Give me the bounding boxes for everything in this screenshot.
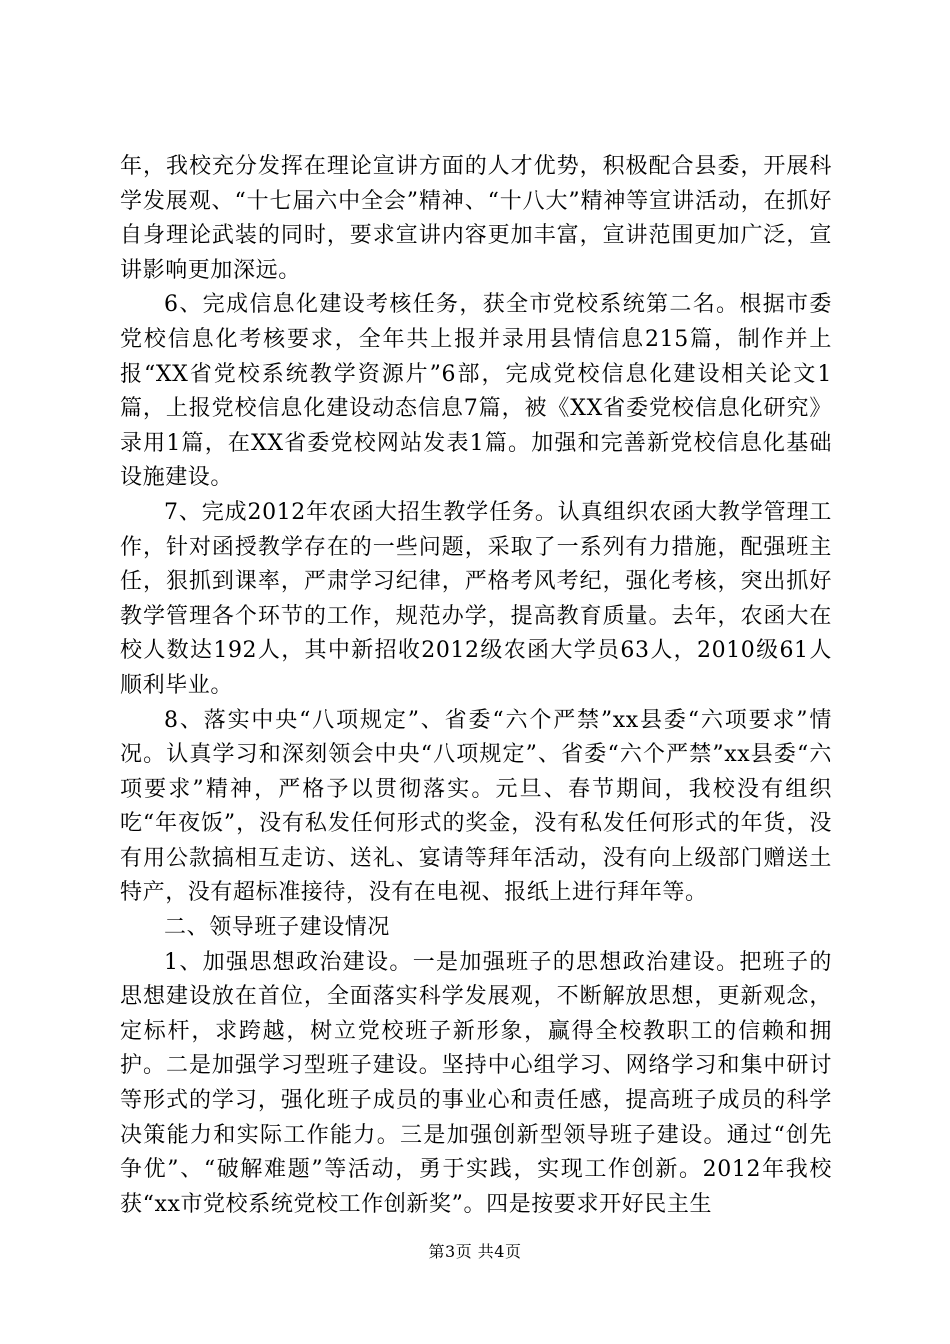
paragraph-item-7: 7、完成2012年农函大招生教学任务。认真组织农函大教学管理工作，针对函授教学存在的一些问题，采取了一系列有力措施，配强班主任，狠抓到课率，严肃学习纪律，严格考风考纪，强化考核，突出抓好教学管理各个环节的工作，规范办学，提高教育质量。去年，农函大在校人数达192人，其中新招收2012级农函大学员63人，2010级61人顺利毕业。 bbox=[120, 499, 832, 698]
paragraph-section2-item-1: 1、加强思想政治建设。一是加强班子的思想政治建设。把班子的思想建设放在首位，全面落实科学发展观，不断解放思想，更新观念，定标杆，求跨越，树立党校班子新形象，赢得全校教职工的信赖和拥护。二是加强学习型班子建设。坚持中心组学习、网络学习和集中研讨等形式的学习，强化班子成员的事业心和责任感，提高班子成员的科学决策能力和实际工作能力。三是加强创新型领导班子建设。通过“创先争优”、“破解难题”等活动，勇于实践，实现工作创新。2012年我校获“xx市党校系统党校工作创新奖”。四是按要求开好民主生 bbox=[120, 949, 832, 1217]
paragraph-item-8: 8、落实中央“八项规定”、省委“六个严禁”xx县委“六项要求”情况。认真学习和深刻领会中央“八项规定”、省委“六个严禁”xx县委“六项要求”精神，严格予以贯彻落实。元旦、春节期间，我校没有组织吃“年夜饭”，没有私发任何形式的奖金，没有私发任何形式的年货，没有用公款搞相互走访、送礼、宴请等拜年活动，没有向上级部门赠送土特产，没有超标准接待，没有在电视、报纸上进行拜年等。 bbox=[120, 707, 832, 906]
paragraph-continuation: 年，我校充分发挥在理论宣讲方面的人才优势，积极配合县委，开展科学发展观、“十七届六中全会”精神、“十八大”精神等宣讲活动，在抓好自身理论武装的同时，要求宣讲内容更加丰富，宣讲范围更加广泛，宣讲影响更加深远。 bbox=[120, 154, 832, 283]
page-footer: 第3页 共4页 bbox=[428, 1242, 522, 1261]
section-heading: 二、领导班子建设情况 bbox=[164, 915, 391, 941]
document-body bbox=[120, 150, 832, 1222]
paragraph-item-6: 6、完成信息化建设考核任务，获全市党校系统第二名。根据市委党校信息化考核要求，全年共上报并录用县情信息215篇，制作并上报“XX省党校系统教学资源片”6部，完成党校信息化建设相关论文1篇，上报党校信息化建设动态信息7篇，被《XX省委党校信息化研究》录用1篇，在XX省委党校网站发表1篇。加强和完善新党校信息化基础设施建设。 bbox=[120, 292, 832, 491]
